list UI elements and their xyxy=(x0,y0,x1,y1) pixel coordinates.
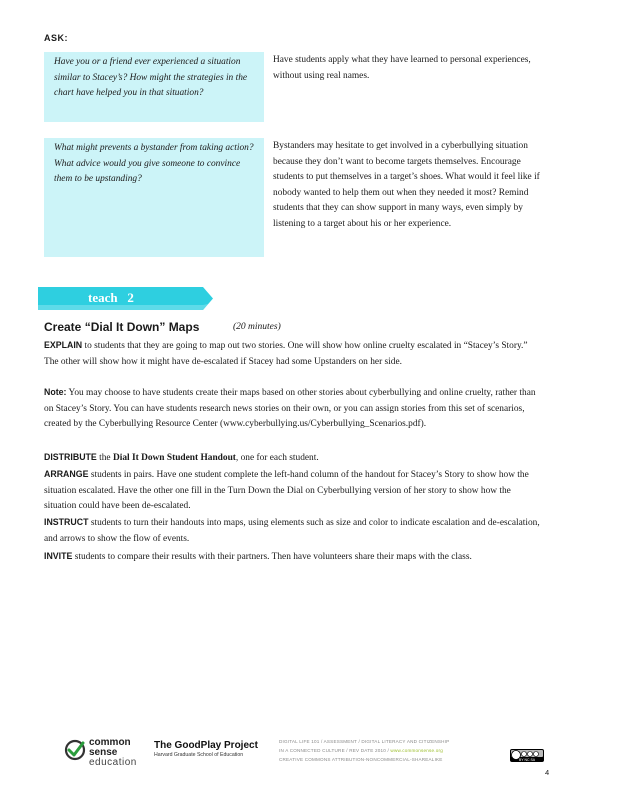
instruct-text: students to turn their handouts into maps, using elements such as size and color to indicate escalation and de-escalation, and arrows to show the flow of events. xyxy=(44,518,540,544)
footer-fine-line-3: CREATIVE COMMONS ATTRIBUTION-NONCOMMERCIAL-SHAREALIKE xyxy=(279,757,443,762)
checkmark-circle-icon xyxy=(64,739,86,761)
note-paragraph xyxy=(44,385,544,433)
teach-banner-label: teach 2 xyxy=(88,290,134,305)
ask-question-text: What might prevents a bystander from taking action? What advice would you give someone to convince them to be upstanding? xyxy=(54,143,254,184)
ask-answer xyxy=(273,53,545,84)
section-time: (20 minutes) xyxy=(233,322,281,332)
goodplay-subtitle: Harvard Graduate School of Education xyxy=(154,752,244,758)
cs-line-2: sense xyxy=(89,747,118,758)
footer-fine-line-2 xyxy=(279,746,494,755)
ask-label: ASK: xyxy=(44,33,68,43)
explain-text: to students that they are going to map out two stories. One will show how online cruelty escalated in “Stacey’s Story.” The other will show how it might have de-escalated if Stacey had some Upstanders on her side. xyxy=(44,341,528,367)
teach-section-banner xyxy=(38,287,213,310)
ask-answer-text: Have students apply what they have learned to personal experiences, without using real names. xyxy=(273,55,531,81)
ask-question-text: Have you or a friend ever experienced a situation similar to Stacey’s? How might the strategies in the chart have helped you in that situation? xyxy=(54,57,248,98)
footer-fine-line-1: DIGITAL LIFE 101 / ASSESSMENT / DIGITAL LITERACY AND CITIZENSHIP xyxy=(279,739,450,744)
invite-paragraph xyxy=(44,549,544,566)
creative-commons-icon xyxy=(510,749,544,762)
footer-website-link[interactable]: www.commonsense.org xyxy=(390,748,443,753)
handout-title: Dial It Down Student Handout xyxy=(112,453,236,463)
ask-answer-text: Bystanders may hesitate to get involved in a cyberbullying situation because they don’t want to become targets themselves. Encourage students to put themselves in a target’s shoes. What would it feel like if nobody wanted to help them out when they needed it most? Remind students that they can show support in many ways, even simply by listening to a target about his or her experience. xyxy=(273,141,540,229)
goodplay-title: The GoodPlay Project xyxy=(154,740,258,751)
distribute-paragraph xyxy=(44,450,544,467)
distribute-post: , one for each student. xyxy=(235,453,319,463)
instruct-lead: INSTRUCT xyxy=(44,517,89,527)
cs-line-3: education xyxy=(89,757,137,768)
explain-paragraph xyxy=(44,338,544,370)
page-number: 4 xyxy=(545,768,550,777)
arrange-lead: ARRANGE xyxy=(44,469,89,479)
common-sense-wordmark xyxy=(89,738,137,768)
footer-fine-line-2-text: IN A CONNECTED CULTURE / REV DATE 2010 / xyxy=(279,748,389,753)
instruct-paragraph xyxy=(44,515,544,547)
cs-line-1: common xyxy=(89,737,131,748)
ask-question-box xyxy=(44,138,264,257)
invite-lead: INVITE xyxy=(44,551,73,561)
distribute-lead: DISTRIBUTE xyxy=(44,452,97,462)
arrange-text: students in pairs. Have one student complete the left-hand column of the handout for Stacey’s Story to show how the situation escalated. Have the other one fill in the Turn Down the Dial on Cyberbullying version of her story to show how the situation could have been de-escalated. xyxy=(44,470,529,511)
common-sense-logo xyxy=(64,738,144,770)
explain-lead: EXPLAIN xyxy=(44,340,83,350)
ask-answer xyxy=(273,139,545,232)
distribute-pre: the xyxy=(99,453,111,463)
arrange-paragraph xyxy=(44,467,544,515)
invite-text: students to compare their results with their partners. Then have volunteers share their maps with the class. xyxy=(74,552,472,562)
ask-question-box xyxy=(44,52,264,122)
note-text: You may choose to have students create their maps based on other stories about cyberbullying and online cruelty, rather than on Stacey’s Story. You can have students research news stories on their own, or you can assign stories from this set of scenarios, created by the Cyberbullying Resource Center (www.cyberbullying.us/Cyberbullying_Scenarios.pdf). xyxy=(44,388,536,429)
cc-badge-label: BY NC SA xyxy=(518,758,536,762)
note-lead: Note: xyxy=(44,387,67,397)
section-title: Create “Dial It Down” Maps xyxy=(44,320,200,334)
